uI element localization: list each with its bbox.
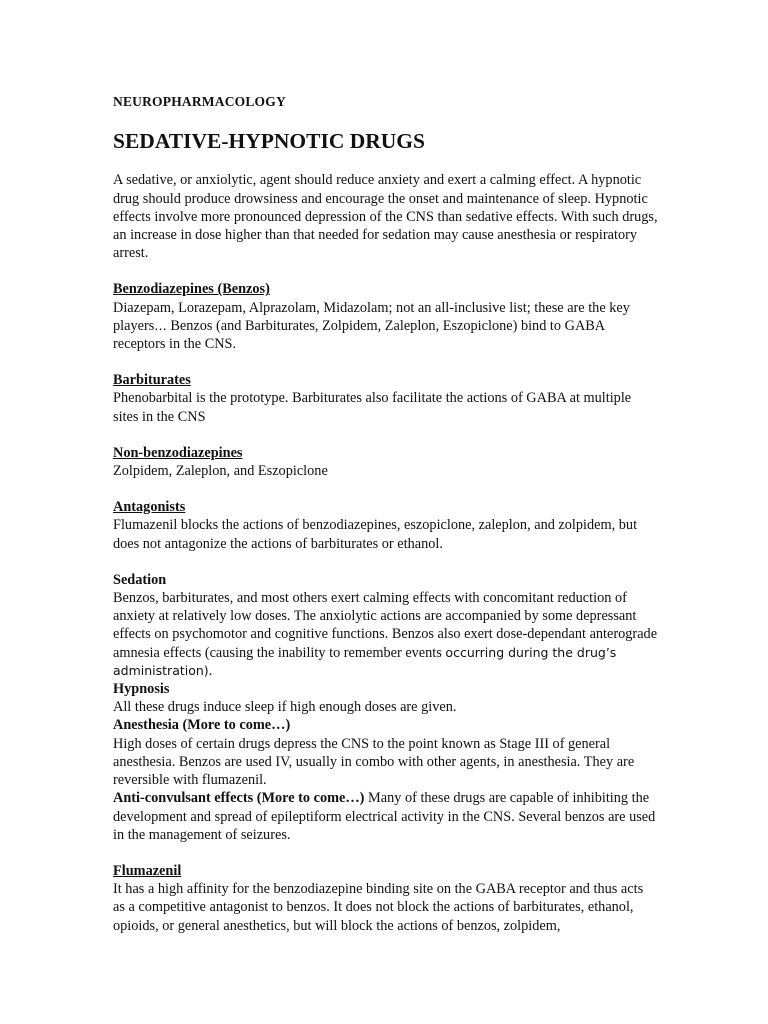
section-text-antagonists: Flumazenil blocks the actions of benzodiazepines, eszopiclone, zaleplon, and zolpidem, but does not antagonize the actions of barbiturates or ethanol.	[113, 517, 638, 552]
section-text-flumazenil: It has a high affinity for the benzodiazepine binding site on the GABA receptor and thus acts as a competitive antagonist to benzos. It does not block the actions of barbiturates, ethanol, opioids, or general anesthetics, but will block the actions of benzos, zolpidem,	[113, 881, 644, 934]
section-heading-anesthesia: Anesthesia (More to come…)	[113, 717, 291, 734]
section-antagonists	[113, 498, 658, 553]
benzo-text-b: not an all-inclusive list; these are the key players	[113, 299, 630, 334]
section-barbiturates	[113, 371, 658, 426]
section-sedation	[113, 571, 658, 680]
section-non-benzodiazepines	[113, 444, 658, 480]
section-benzodiazepines	[113, 280, 658, 353]
section-text-non-benzodiazepines: Zolpidem, Zaleplon, and Eszopiclone	[113, 463, 328, 480]
benzo-drug-list: Diazepam, Lorazepam, Alprazolam, Midazolam	[113, 299, 389, 316]
section-heading-benzodiazepines: Benzodiazepines (Benzos)	[113, 281, 270, 298]
section-heading-anticonvulsant: Anti-convulsant effects (More to come…)	[113, 790, 365, 807]
section-heading-flumazenil: Flumazenil	[113, 862, 182, 879]
course-label: NEUROPHARMACOLOGY	[113, 94, 286, 109]
sedation-text-sans: occurring during the drug’s administration)	[113, 644, 617, 678]
intro-paragraph: A sedative, or anxiolytic, agent should reduce anxiety and exert a calming effect. A hypnotic drug should produce drowsiness and encourage the onset and maintenance of sleep. Hypnotic effects involve more pronounced depression of the CNS than sedative effects. With such drugs, an increase in dose higher than that needed for sedation may cause anesthesia or respiratory arrest.	[113, 172, 658, 262]
section-hypnosis	[113, 680, 658, 716]
section-text-sedation	[113, 589, 658, 680]
section-anticonvulsant	[113, 789, 658, 844]
sedation-text-end: .	[208, 662, 213, 679]
section-text-anticonvulsant	[113, 789, 658, 844]
section-heading-non-benzodiazepines: Non-benzodiazepines	[113, 444, 243, 461]
anticonvulsant-text: Many of these drugs are capable of inhibiting the development and spread of epileptiform electrical activity in the CNS. Several benzos are used in the management of seizures.	[113, 790, 656, 843]
sedation-text-main: Benzos, barbiturates, and most others exert calming effects with concomitant reduction of anxiety at relatively low doses. The anxiolytic actions are accompanied by some depressant effects on psychomotor and cognitive functions. Benzos also exert dose-dependant anterograde amnesia effects (causing the inability to remember events	[113, 590, 658, 661]
section-text-barbiturates: Phenobarbital is the prototype. Barbiturates also facilitate the actions of GABA at multiple sites in the CNS	[113, 390, 632, 425]
document-title: SEDATIVE-HYPNOTIC DRUGS	[113, 129, 425, 154]
benzo-semicolon: ;	[388, 299, 393, 316]
section-anesthesia	[113, 716, 658, 789]
benzo-text-c: Benzos (and Barbiturates, Zolpidem, Zaleplon, Eszopiclone) bind to GABA receptors in the CNS.	[113, 317, 605, 353]
section-heading-barbiturates: Barbiturates	[113, 372, 191, 389]
section-text-benzodiazepines	[113, 299, 658, 354]
document-body	[113, 93, 658, 935]
section-text-hypnosis: All these drugs induce sleep if high enough doses are given.	[113, 699, 457, 716]
section-heading-sedation: Sedation	[113, 571, 167, 588]
section-flumazenil	[113, 862, 658, 935]
section-heading-antagonists: Antagonists	[113, 499, 186, 516]
section-heading-hypnosis: Hypnosis	[113, 681, 170, 698]
benzo-ellipsis: …	[154, 317, 167, 333]
section-text-anesthesia: High doses of certain drugs depress the CNS to the point known as Stage III of general anesthesia. Benzos are used IV, usually in combo with other agents, in anesthesia. They are reversible with flumazenil.	[113, 735, 635, 789]
